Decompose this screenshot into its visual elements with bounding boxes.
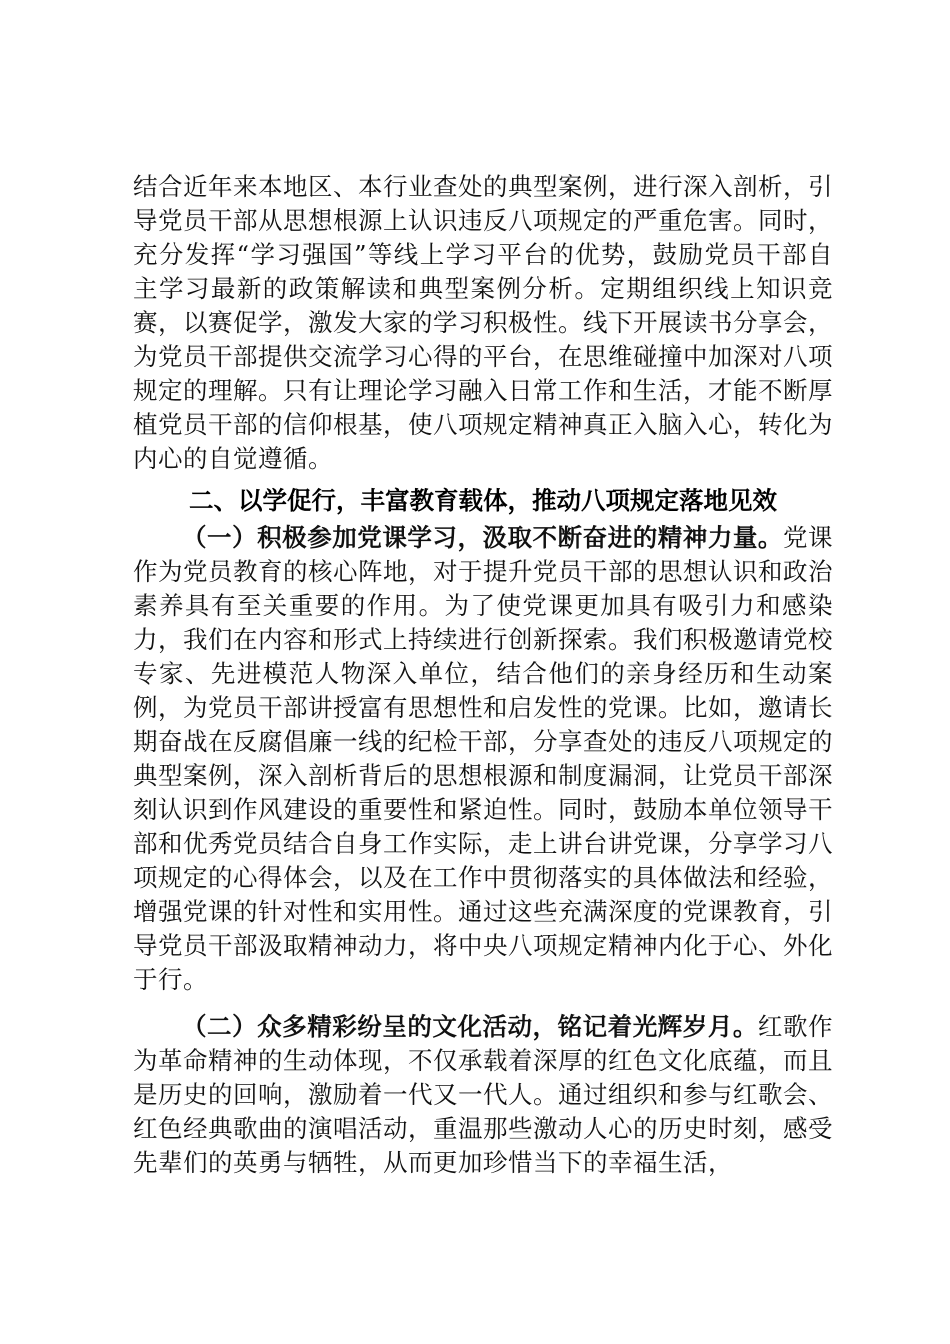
paragraph-2-body: 党课作为党员教育的核心阵地，对于提升党员干部的思想认识和政治素养具有至关重要的作用。为了使党课更加具有吸引力和感染力，我们在内容和形式上持续进行创新探索。我们积极邀请党校专家、先进模范人物深入单位，结合他们的亲身经历和生动案例，为党员干部讲授富有思想性和启发性的党课。比如，邀请长期奋战在反腐倡廉一线的纪检干部，分享查处的违反八项规定的典型案例，深入剖析背后的思想根源和制度漏洞，让党员干部深刻认识到作风建设的重要性和紧迫性。同时，鼓励本单位领导干部和优秀党员结合自身工作实际，走上讲台讲党课，分享学习八项规定的心得体会，以及在工作中贯彻落实的具体做法和经验，增强党课的针对性和实用性。通过这些充满深度的党课教育，引导党员干部汲取精神动力，将中央八项规定精神内化于心、外化于行。: [133, 523, 834, 994]
section-2-heading: 二、以学促行，丰富教育载体，推动八项规定落地见效: [189, 486, 777, 515]
paragraph-1: 结合近年来本地区、本行业查处的典型案例，进行深入剖析，引导党员干部从思想根源上认识违反八项规定的严重危害。同时，充分发挥“学习强国”等线上学习平台的优势，鼓励党员干部自主学习最新的政策解读和典型案例分析。定期组织线上知识竞赛，以赛促学，激发大家的学习积极性。线下开展读书分享会，为党员干部提供交流学习心得的平台，在思维碰撞中加深对八项规定的理解。只有让理论学习融入日常工作和生活，才能不断厚植党员干部的信仰根基，使八项规定精神真正入脑入心，转化为内心的自觉遵循。: [133, 172, 833, 473]
paragraph-2: [133, 521, 833, 997]
paragraph-2-lead: （一）积极参加党课学习，汲取不断奋进的精神力量。: [182, 523, 783, 552]
paragraph-3-body: 红歌作为革命精神的生动体现，不仅承载着深厚的红色文化底蕴，而且是历史的回响，激励着一代又一代人。通过组织和参与红歌会、红色经典歌曲的演唱活动，重温那些激动人心的历史时刻，感受先辈们的英勇与牺牲，从而更加珍惜当下的幸福生活，: [133, 1012, 834, 1177]
paragraph-3: [133, 1010, 833, 1180]
paragraph-3-lead: （二）众多精彩纷呈的文化活动，铭记着光辉岁月。: [182, 1012, 758, 1041]
